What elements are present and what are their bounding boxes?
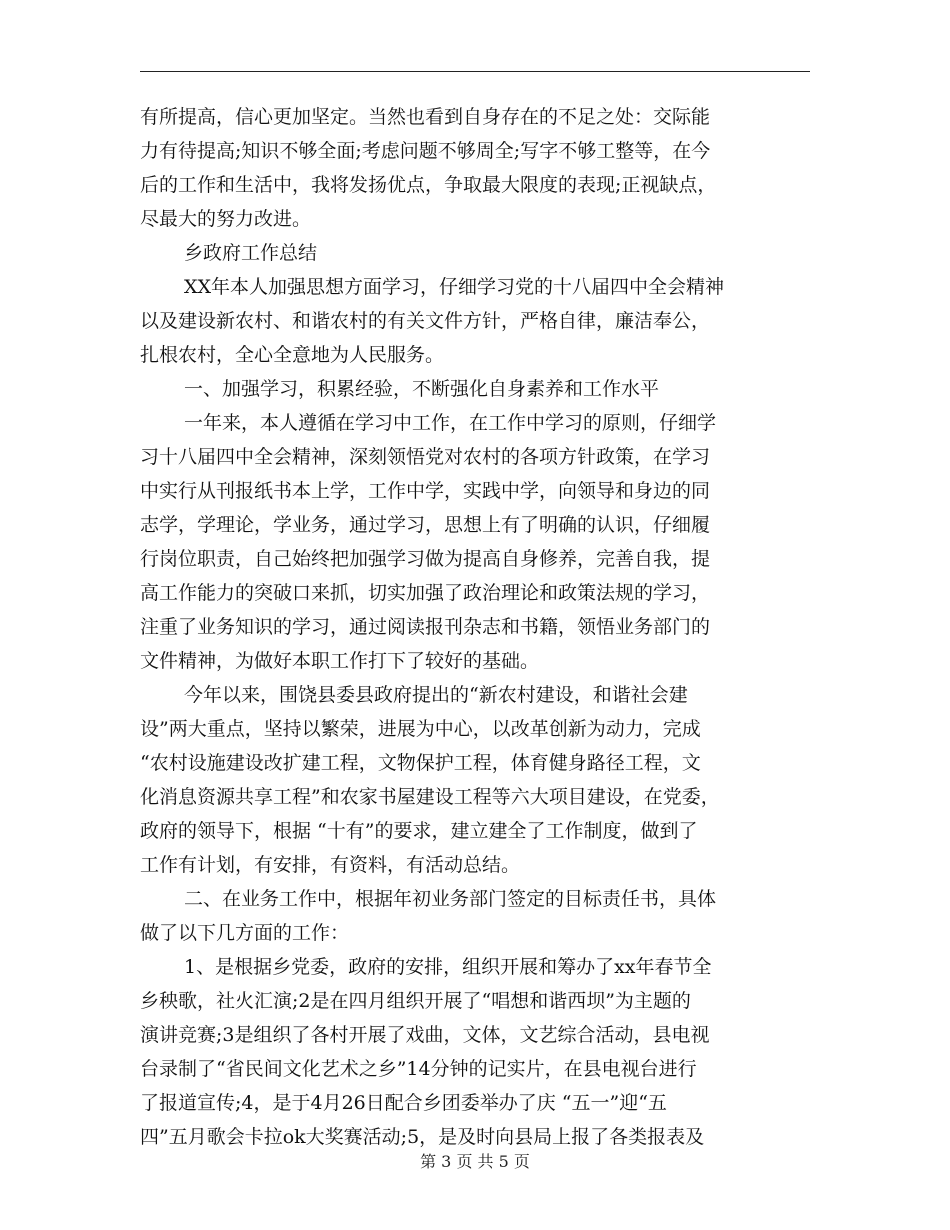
text-line: “农村设施建设改扩建工程，文物保护工程，体育健身路径工程，文 xyxy=(140,752,701,774)
text-line: 以及建设新农村、和谐农村的有关文件方针，严格自律，廉洁奉公， xyxy=(140,310,711,332)
text-line: 台录制了“省民间文化艺术之乡”14分钟的记实片，在县电视台进行 xyxy=(140,1058,697,1080)
section-heading: 一、加强学习，积累经验，不断强化自身素养和工作水平 xyxy=(184,378,660,400)
body-text xyxy=(140,100,808,1154)
text-line: 工作有计划，有安排，有资料，有活动总结。 xyxy=(140,854,521,876)
text-line: 行岗位职责，自己始终把加强学习做为提高自身修养，完善自我，提 xyxy=(140,548,711,570)
text-line: 中实行从刊报纸书本上学，工作中学，实践中学，向领导和身边的同 xyxy=(140,480,711,502)
section-heading: 二、在业务工作中，根据年初业务部门签定的目标责任书，具体 xyxy=(184,888,717,910)
text-line: 了报道宣传;4，是于4月26日配合乡团委举办了庆 “五一”迎“五 xyxy=(140,1092,667,1114)
text-line: 习十八届四中全会精神，深刻领悟党对农村的各项方针政策，在学习 xyxy=(140,446,711,468)
text-line: 文件精神，为做好本职工作打下了较好的基础。 xyxy=(140,650,540,672)
text-line: 后的工作和生活中，我将发扬优点，争取最大限度的表现;正视缺点， xyxy=(140,174,717,196)
text-line: 做了以下几方面的工作： xyxy=(140,922,350,944)
text-line: 设”两大重点，坚持以繁荣，进展为中心，以改革创新为动力，完成 xyxy=(140,718,701,740)
text-line: XX年本人加强思想方面学习，仔细学习党的十八届四中全会精神 xyxy=(184,276,725,298)
text-line: 政府的领导下，根据 “十有”的要求，建立建全了工作制度，做到了 xyxy=(140,820,698,842)
text-line: 扎根农村，全心全意地为人民服务。 xyxy=(140,344,445,366)
text-line: 今年以来，围饶县委县政府提出的“新农村建设，和谐社会建 xyxy=(184,684,688,706)
text-line: 化消息资源共享工程”和农家书屋建设工程等六大项目建设，在党委， xyxy=(140,786,720,808)
text-line: 注重了业务知识的学习，通过阅读报刊杂志和书籍，领悟业务部门的 xyxy=(140,616,711,638)
text-line: 力有待提高;知识不够全面;考虑问题不够周全;写字不够工整等，在今 xyxy=(140,140,711,162)
page-number: 第 3 页 共 5 页 xyxy=(420,1152,530,1171)
text-line: 四”五月歌会卡拉ok大奖赛活动;5，是及时向县局上报了各类报表及 xyxy=(140,1126,705,1148)
text-line: 乡秧歌，社火汇演;2是在四月组织开展了“唱想和谐西坝”为主题的 xyxy=(140,990,691,1012)
section-heading: 乡政府工作总结 xyxy=(184,242,318,264)
text-line: 1、是根据乡党委，政府的安排，组织开展和筹办了xx年春节全 xyxy=(184,956,712,978)
text-line: 高工作能力的突破口来抓，切实加强了政治理论和政策法规的学习， xyxy=(140,582,711,604)
text-line: 一年来，本人遵循在学习中工作，在工作中学习的原则，仔细学 xyxy=(184,412,717,434)
header-rule xyxy=(140,71,810,72)
text-line: 志学，学理论，学业务，通过学习，思想上有了明确的认识，仔细履 xyxy=(140,514,711,536)
text-line: 演讲竞赛;3是组织了各村开展了戏曲，文体，文艺综合活动，县电视 xyxy=(140,1024,710,1046)
text-line: 有所提高，信心更加坚定。当然也看到自身存在的不足之处：交际能 xyxy=(140,106,711,128)
text-line: 尽最大的努力改进。 xyxy=(140,208,312,230)
